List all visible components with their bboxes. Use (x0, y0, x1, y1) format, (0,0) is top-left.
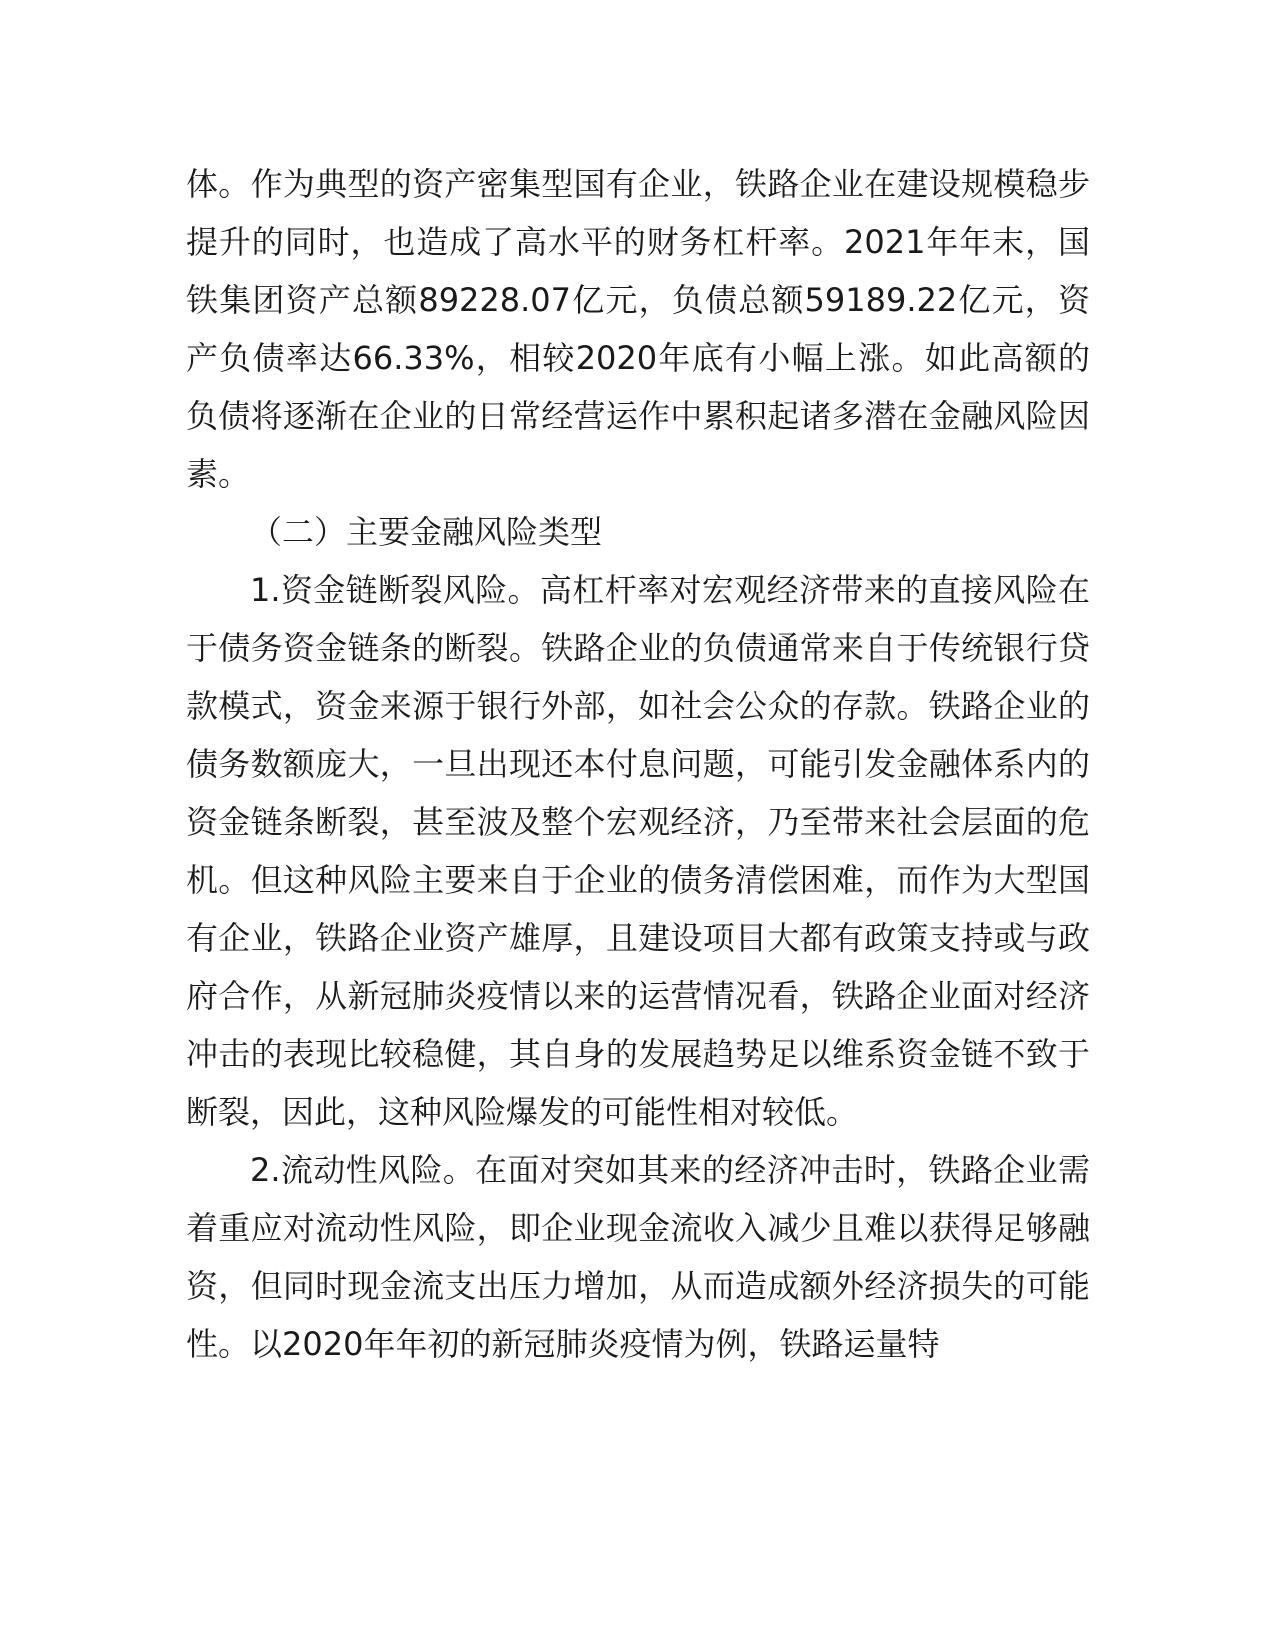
section-heading: （二）主要金融风险类型 (250, 513, 603, 551)
body-text (186, 155, 1090, 1373)
paragraph-continuation: 体。作为典型的资产密集型国有企业，铁路企业在建设规模稳步提升的同时，也造成了高水平的财务杠杆率。2021年年末，国铁集团资产总额89228.07亿元，负债总额59189.22亿元，资产负债率达66.33%，相较2020年底有小幅上涨。如此高额的负债将逐渐在企业的日常经营运作中累积起诸多潜在金融风险因素。 (186, 165, 1090, 493)
paragraph-funding-chain-risk: 1.资金链断裂风险。高杠杆率对宏观经济带来的直接风险在于债务资金链条的断裂。铁路企业的负债通常来自于传统银行贷款模式，资金来源于银行外部，如社会公众的存款。铁路企业的债务数额庞大，一旦出现还本付息问题，可能引发金融体系内的资金链条断裂，甚至波及整个宏观经济，乃至带来社会层面的危机。但这种风险主要来自于企业的债务清偿困难，而作为大型国有企业，铁路企业资产雄厚，且建设项目大都有政策支持或与政府合作，从新冠肺炎疫情以来的运营情况看，铁路企业面对经济冲击的表现比较稳健，其自身的发展趋势足以维系资金链不致于断裂，因此，这种风险爆发的可能性相对较低。 (186, 571, 1090, 1131)
paragraph-liquidity-risk: 2.流动性风险。在面对突如其来的经济冲击时，铁路企业需着重应对流动性风险，即企业现金流收入减少且难以获得足够融资，但同时现金流支出压力增加，从而造成额外经济损失的可能性。以2020年年初的新冠肺炎疫情为例，铁路运量特 (186, 1151, 1090, 1363)
